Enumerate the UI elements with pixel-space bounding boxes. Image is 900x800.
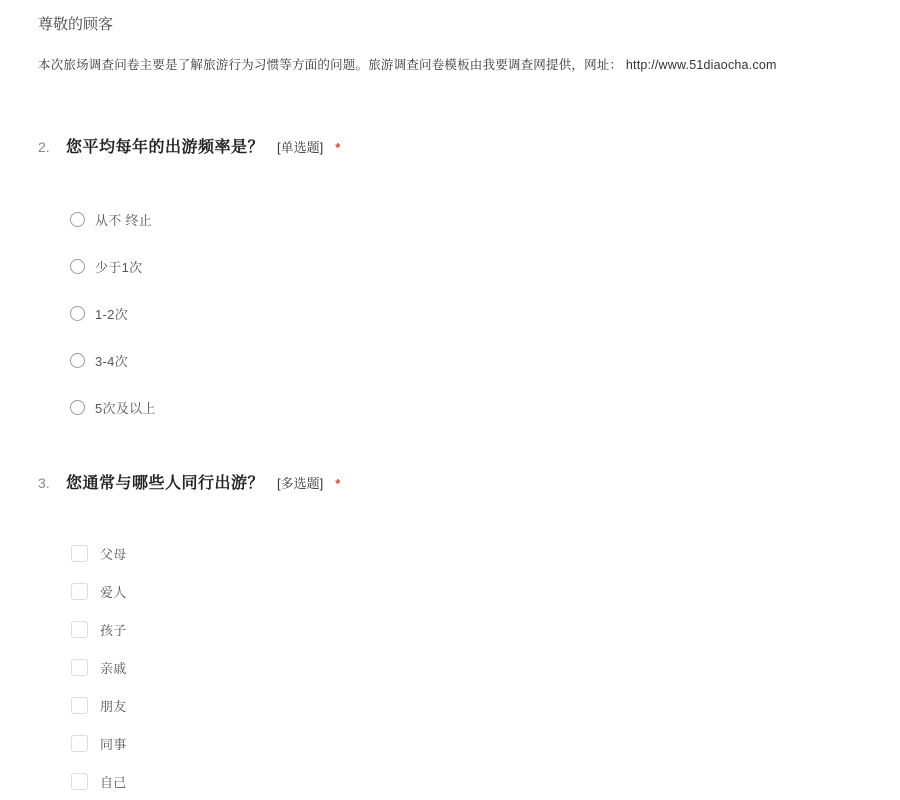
option-label: 父母 xyxy=(100,546,127,562)
checkbox-icon[interactable] xyxy=(71,545,88,562)
option-label: 5次及以上 xyxy=(95,400,156,416)
radio-button-icon[interactable] xyxy=(70,400,85,415)
option-label: 自己 xyxy=(100,774,127,790)
option-label: 爱人 xyxy=(100,584,127,600)
question-frequency xyxy=(38,138,860,417)
checkbox-option-row[interactable] xyxy=(71,734,860,753)
question-header xyxy=(38,474,860,493)
radio-option-list xyxy=(38,210,860,417)
checkbox-option-row[interactable] xyxy=(71,582,860,601)
checkbox-icon[interactable] xyxy=(71,735,88,752)
question-title: 您平均每年的出游频率是？ xyxy=(66,138,265,156)
required-asterisk: * xyxy=(335,139,341,155)
option-label: 朋友 xyxy=(100,698,127,714)
question-type-tag: [单选题] xyxy=(277,139,324,155)
radio-button-icon[interactable] xyxy=(70,212,85,227)
checkbox-icon[interactable] xyxy=(71,773,88,790)
checkbox-option-row[interactable] xyxy=(71,696,860,715)
required-asterisk: * xyxy=(335,475,341,491)
radio-button-icon[interactable] xyxy=(70,353,85,368)
option-label: 3-4次 xyxy=(95,353,128,369)
option-label: 孩子 xyxy=(100,622,127,638)
question-header xyxy=(38,138,860,157)
checkbox-icon[interactable] xyxy=(71,659,88,676)
option-label: 同事 xyxy=(100,736,127,752)
radio-option-row[interactable] xyxy=(70,351,860,370)
radio-button-icon[interactable] xyxy=(70,306,85,321)
radio-option-row[interactable] xyxy=(70,257,860,276)
checkbox-icon[interactable] xyxy=(71,697,88,714)
checkbox-icon[interactable] xyxy=(71,621,88,638)
checkbox-option-row[interactable] xyxy=(71,658,860,677)
question-type-tag: [多选题] xyxy=(277,475,324,491)
radio-option-row[interactable] xyxy=(70,398,860,417)
option-label: 1-2次 xyxy=(95,306,128,322)
question-number: 2. xyxy=(38,138,50,155)
option-label: 少于1次 xyxy=(95,259,143,275)
option-label: 亲戚 xyxy=(100,660,127,676)
question-number: 3. xyxy=(38,474,50,491)
question-companions xyxy=(38,474,860,791)
radio-option-row[interactable] xyxy=(70,210,860,229)
option-label: 从不 终止 xyxy=(95,212,153,228)
survey-title: 尊敬的顾客 xyxy=(38,16,114,33)
checkbox-icon[interactable] xyxy=(71,583,88,600)
checkbox-option-row[interactable] xyxy=(71,620,860,639)
survey-intro: 本次旅场调查问卷主要是了解旅游行为习惯等方面的问题。旅游调查问卷模板由我要调查网提供，网址： http://www.51diaocha.com xyxy=(38,58,777,72)
checkbox-option-list xyxy=(38,544,860,791)
radio-button-icon[interactable] xyxy=(70,259,85,274)
question-title: 您通常与哪些人同行出游？ xyxy=(66,474,265,492)
checkbox-option-row[interactable] xyxy=(71,544,860,563)
radio-option-row[interactable] xyxy=(70,304,860,323)
checkbox-option-row[interactable] xyxy=(71,772,860,791)
